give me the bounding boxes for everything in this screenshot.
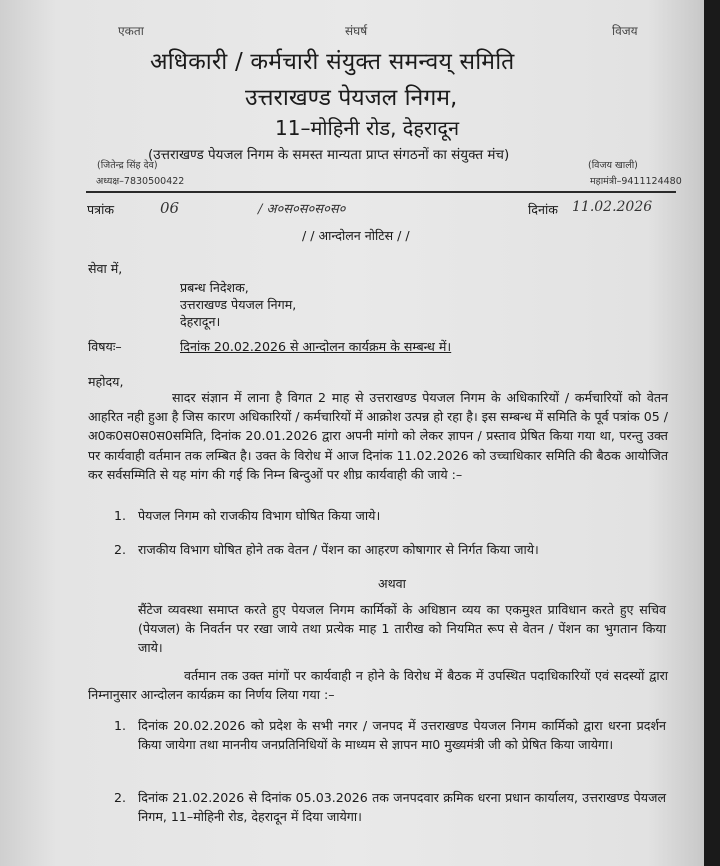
intro-paragraph: सादर संज्ञान में लाना है विगत 2 माह से उत्तराखण्ड पेयजल निगम के अधिकारियों / कर्मचारियों को वेतन आहरित नही हुआ है जिस कारण अधिकारियों / कर्मचारियों में आक्रोश उत्पन्न हो रहा है। इस सम्बन्ध में समिति के पूर्व पत्रांक 05 / अ0क0स0स0स0समिति, दिनांक 20.01.2026 द्वारा अपनी मांगो को लेकर ज्ञापन / प्रस्ताव प्रेषित किया गया था, परन्तु उक्त पर कार्यवाही वर्तमान तक लम्बित है। उक्त के विरोध में आज दिनांक 11.02.2026 को उच्चाधिकार समिति की बैठक आयोजित कर सर्वसम्मिति से यह मांग की गई कि निम्न बिन्दुओं पर शीघ्र कार्यवाही की जाये :– (88, 390, 668, 482)
demand-2-text: राजकीय विभाग घोषित होने तक वेतन / पेंशन का आहरण कोषागार से निर्गत किया जाये। (138, 542, 539, 557)
demand-1-text: पेयजल निगम को राजकीय विभाग घोषित किया जाये। (138, 508, 381, 523)
dept-name: उत्तराखण्ड पेयजल निगम, (245, 85, 458, 111)
president-name: (जितेन्द्र सिंह देव) (97, 160, 158, 171)
secretary-name: (विजय खाली) (588, 160, 638, 171)
date-label: दिनांक (528, 202, 558, 217)
ref-label: पत्रांक (87, 202, 115, 217)
subject-label: विषयः– (88, 339, 122, 354)
motto-left: एकता (118, 24, 144, 38)
motto-center: संघर्ष (345, 24, 368, 38)
header-divider (86, 191, 676, 193)
addressee-line-1: प्रबन्ध निदेशक, (180, 280, 249, 295)
alternative-paragraph: सैंटेज व्यवस्था समाप्त करते हुए पेयजल निगम कार्मिकों के अधिष्ठान व्यय का एकमुश्त प्राविधान करते हुए सचिव (पेयजल) के निवर्तन पर रखा जाये तथा प्रत्येक माह 1 तारीख को नियमित रूप से वेतन / पेंशन का भुगतान किया जाये। (138, 602, 666, 656)
program-2-number: 2. (114, 790, 127, 805)
notice-title: / / आन्दोलन नोटिस / / (302, 228, 410, 243)
demand-1-number: 1. (114, 508, 127, 523)
program-1-text: दिनांक 20.02.2026 को प्रदेश के सभी नगर / जनपद में उत्तराखण्ड पेयजल निगम कार्मिको द्वारा धरना प्रदर्शन किया जायेगा तथा माननीय जनप्रतिनिधियों के माध्यम से ज्ञापन मा0 मुख्यमंत्री जी को प्रेषित किया जायेगा। (138, 718, 666, 753)
letter-date: 11.02.2026 (572, 199, 653, 215)
org-address: 11–मोहिनी रोड, देहरादून (275, 116, 460, 140)
president-title: अध्यक्ष–7830500422 (96, 176, 185, 187)
decision-paragraph: वर्तमान तक उक्त मांगों पर कार्यवाही न होने के विरोध में बैठक में उपस्थित पदाधिकारियों एवं सदस्यों द्वारा निम्नानुसार आन्दोलन कार्यक्रम का निर्णय लिया गया :– (88, 668, 668, 703)
salutation: महोदय, (88, 374, 124, 389)
demand-2-number: 2. (114, 542, 127, 557)
secretary-title: महामंत्री–9411124480 (590, 176, 682, 187)
program-1-number: 1. (114, 718, 127, 733)
ref-number: 06 (160, 199, 180, 217)
addressee-to: सेवा में, (88, 261, 123, 276)
addressee-line-3: देहरादून। (180, 314, 221, 329)
program-2-text: दिनांक 21.02.2026 से दिनांक 05.03.2026 तक जनपदवार क्रमिक धरना प्रधान कार्यालय, उत्तराखण्ड पेयजल निगम, 11–मोहिनी रोड, देहरादून में दिया जायेगा। (138, 790, 666, 825)
org-name: अधिकारी / कर्मचारी संयुक्त समन्वय् समिति (150, 49, 515, 75)
addressee-line-2: उत्तराखण्ड पेयजल निगम, (180, 297, 297, 312)
or-separator: अथवा (378, 576, 406, 591)
org-tagline: (उत्तराखण्ड पेयजल निगम के समस्त मान्यता प्राप्त संगठनों का संयुक्त मंच) (148, 147, 510, 163)
motto-right: विजय (612, 24, 638, 38)
subject-text: दिनांक 20.02.2026 से आन्दोलन कार्यक्रम के सम्बन्ध में। (180, 339, 452, 354)
ref-code: / अ०स०स०स०स० (258, 202, 346, 217)
